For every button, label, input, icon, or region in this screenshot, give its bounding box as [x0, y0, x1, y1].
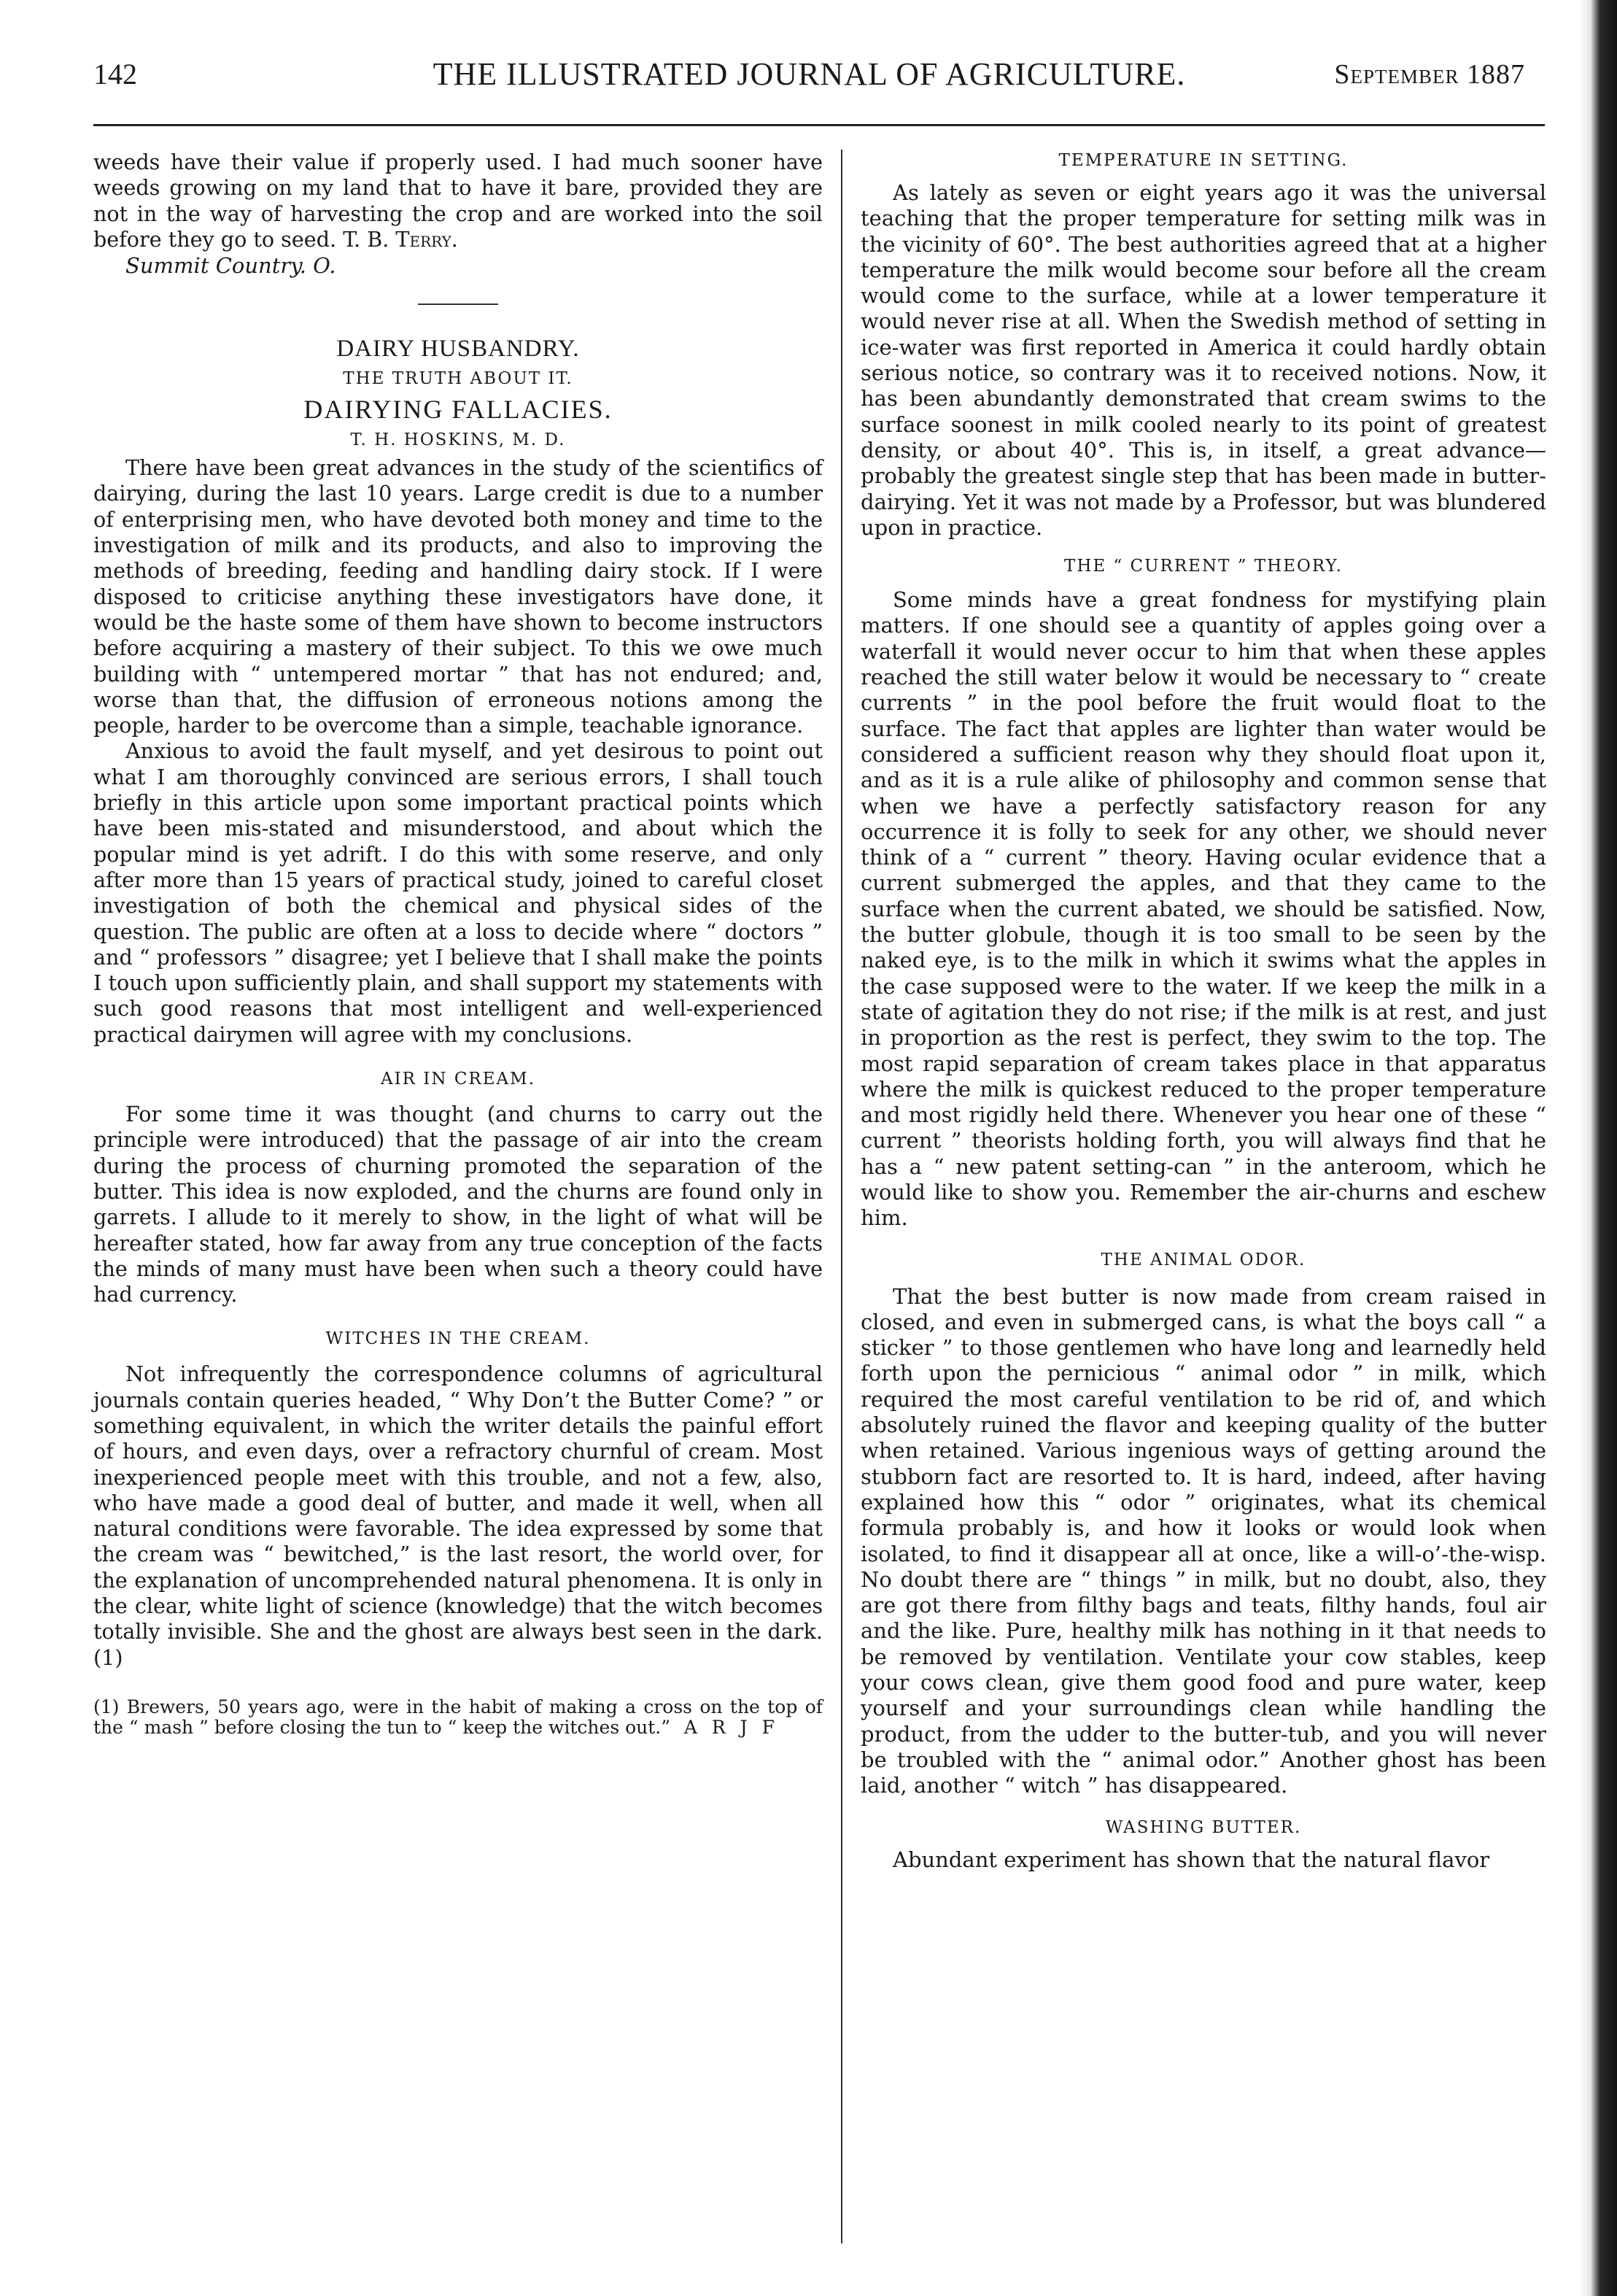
- page-binding-edge: [1579, 0, 1617, 2296]
- intro-place: Summit Country. O.: [125, 253, 336, 279]
- article-title: DAIRY HUSBANDRY.: [336, 336, 580, 363]
- section-heading-witches: WITCHES IN THE CREAM.: [325, 1329, 591, 1349]
- article-heading: DAIRYING FALLACIES.: [303, 395, 613, 425]
- intro-paragraph: weeds have their value if properly used. I had much sooner have weeds growing on my land that to have it bare, provided they are not in the way of harvesting the crop and are worked into the soil before they go to seed. T. B. Terry.: [93, 150, 823, 252]
- section-heading-temperature: TEMPERATURE IN SETTING.: [1058, 151, 1349, 170]
- section-heading-current: THE “ CURRENT ” THEORY.: [1063, 557, 1343, 576]
- article-subtitle: THE TRUTH ABOUT IT.: [343, 369, 573, 389]
- section-text-odor: That the best butter is now made from cream raised in closed, and even in submerged cans, is what the boys call “ a sticker ” to those gentlemen who have long and learnedly held forth upon the pernicious “ animal odor ” in milk, which required the most careful ventilation to be rid of, and which absolutely ruined the flavor and keeping quality of the butter when retained. Various ingenious ways of getting around the stubborn fact are resorted to. It is hard, indeed, after having explained how this “ odor ” originates, what its chemical formula probably is, and how it looks or would look when isolated, to find it disappear all at once, like a will-o’-the-wisp. No doubt there are “ things ” in milk, but no doubt, also, they are got there from filthy bags and teats, filthy hands, foul air and the like. Pure, healthy milk has nothing in it that needs to be removed by ventilation. Ventilate your cow stables, keep your cows clean, give them good food and pure water, keep yourself and your surroundings clean while handling the product, from the udder to the butter-tub, and you will never be troubled with the “ animal odor.” Another ghost has been laid, another “ witch ” has disappeared.: [861, 1283, 1546, 1798]
- page-number: 142: [93, 58, 137, 90]
- section-text-air: For some time it was thought (and churns to carry out the principle were introduced) that the passage of air into the cream during the process of churning promoted the separation of the butter. This idea is now exploded, and the churns are found only in garrets. I allude to it merely to show, in the light of what will be hereafter stated, how far away from any true conception of the facts the minds of many must have been when such a theory could have had currency.: [93, 1102, 823, 1307]
- article-author: T. H. HOSKINS, M. D.: [350, 430, 566, 450]
- section-heading-air: AIR IN CREAM.: [380, 1070, 536, 1089]
- section-text-current: Some minds have a great fondness for mystifying plain matters. If one should see a quantity of apples going over a waterfall it would never occur to him that when these apples reached the still water below it would be necessary to “ create currents ” in the pool before the fruit would float to the surface. The fact that apples are lighter than water would be considered a sufficient reason why they should float upon it, and as it is a rule alike of philosophy and common sense that when we have a perfectly satisfactory reason for any occurrence it is folly to seek for any other, we should never think of a “ current ” theory. Having ocular evidence that a current submerged the apples, and that they came to the surface when the current abated, we should be satisfied. Now, the butter globule, though it is too small to be seen by the naked eye, is to the milk in which it swims what the apples in the case supposed were to the water. If we keep the milk in a state of agitation they do not rise; if the milk is at rest, and just in proportion as the rest is perfect, they swim to the top. The most rapid separation of cream takes place in that apparatus where the milk is quickest reduced to the proper temperature and most rigidly held there. Whenever you hear one of these “ current ” theorists holding forth, you will always find that he has a “ new patent setting-can ” in the anteroom, which he would like to show you. Remember the air-churns and eschew him.: [861, 587, 1546, 1231]
- section-heading-odor: THE ANIMAL ODOR.: [1101, 1250, 1306, 1269]
- section-divider: [418, 304, 498, 305]
- section-heading-washing: WASHING BUTTER.: [1105, 1817, 1302, 1837]
- journal-title: THE ILLUSTRATED JOURNAL OF AGRICULTURE.: [433, 56, 1186, 92]
- left-column: [93, 150, 823, 1738]
- footnote: [93, 1697, 823, 1738]
- column-divider: [841, 150, 842, 2243]
- section-text-witches: Not infrequently the correspondence columns of agricultural journals contain queries headed, “ Why Don’t the Butter Come? ” or something equivalent, in which the writer details the painful effort of hours, and even days, over a refractory churnful of cream. Most inexperienced people meet with this trouble, and not a few, also, who have made a good deal of butter, and made it well, when all natural conditions were favorable. The idea expressed by some that the cream was “ bewitched,” is the last resort, the world over, for the explanation of uncomprehended natural phenomena. It is only in the clear, white light of science (knowledge) that the witch becomes totally invisible. She and the ghost are always best seen in the dark. (1): [93, 1361, 823, 1670]
- right-column: [861, 150, 1546, 1873]
- intro-signature: T. B. Terry.: [343, 226, 458, 252]
- article-paragraph: Anxious to avoid the fault myself, and yet desirous to point out what I am thoroughly convinced are serious errors, I shall touch briefly in this article upon some important practical points which have been mis-stated and misunderstood, and about which the popular mind is yet adrift. I do this with some reserve, and only after more than 15 years of practical study, joined to careful closet investigation of both the chemical and physical sides of the question. The public are often at a loss to decide where “ doctors ” and “ professors ” disagree; yet I believe that I shall make the points I touch upon sufficiently plain, and shall support my statements with such good reasons that most intelligent and well-experienced practical dairymen will agree with my conclusions.: [93, 738, 823, 1047]
- issue-date: September 1887: [1334, 59, 1525, 90]
- section-text-temperature: As lately as seven or eight years ago it was the universal teaching that the proper temperature for setting milk was in the vicinity of 60°. The best authorities agreed that at a higher temperature the milk would become sour before all the cream would come to the surface, while at a lower temperature it would never rise at all. When the Swedish method of setting in ice-water was first reported in America it could hardly obtain serious notice, so contrary was it to received notions. Now, it has been abundantly demonstrated that cream swims to the surface soonest in milk cooled nearly to its point of greatest density, or about 40°. This is, in itself, a great advance—probably the greatest single step that has been made in butter-dairying. Yet it was not made by a Professor, but was blundered upon in practice.: [861, 180, 1546, 540]
- footnote-signature: A R J F: [683, 1716, 779, 1738]
- footnote-text: (1) Brewers, 50 years ago, were in the habit of making a cross on the top of the “ mash ” before closing the tun to “ keep the witches out.”: [93, 1696, 823, 1738]
- page-header: [93, 51, 1525, 109]
- section-text-washing: Abundant experiment has shown that the natural flavor: [893, 1847, 1490, 1872]
- article-paragraph: There have been great advances in the study of the scientifics of dairying, during the last 10 years. Large credit is due to a number of enterprising men, who have devoted both money and time to the investigation of milk and its products, and also to improving the methods of breeding, feeding and handling dairy stock. If I were disposed to criticise anything these investigators have done, it would be the haste some of them have shown to become instructors before acquiring a mastery of their subject. To this we owe much building with “ untempered mortar ” that has not endured; and, worse than that, the diffusion of erroneous notions among the people, harder to be overcome than a simple, teachable ignorance.: [93, 455, 823, 738]
- header-rule: [93, 124, 1545, 126]
